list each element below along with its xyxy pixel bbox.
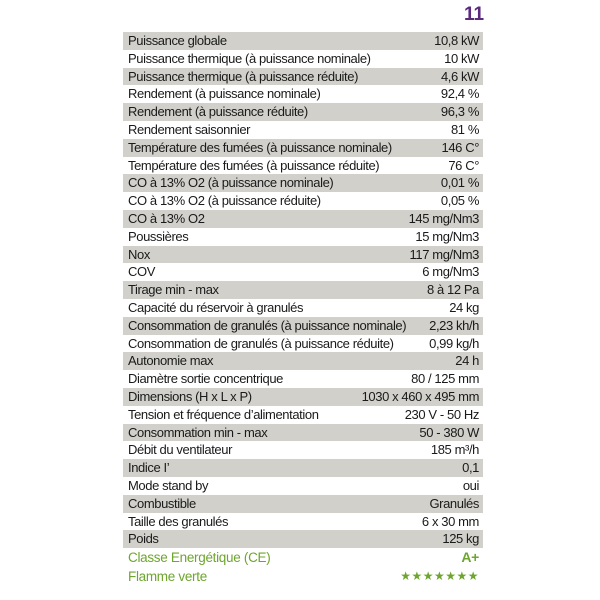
spec-row <box>123 513 483 531</box>
spec-label: Rendement saisonnier <box>128 121 251 137</box>
spec-row <box>123 85 483 103</box>
spec-row <box>123 68 483 86</box>
spec-value: 76 C° <box>448 157 479 173</box>
spec-row <box>123 246 483 264</box>
spec-row <box>123 370 483 388</box>
spec-value: 15 mg/Nm3 <box>415 228 479 244</box>
spec-row <box>123 352 483 370</box>
spec-value: 24 h <box>455 353 479 369</box>
spec-row <box>123 139 483 157</box>
spec-label: Consommation de granulés (à puissance réduite) <box>128 335 394 351</box>
spec-row <box>123 50 483 68</box>
spec-value: 145 mg/Nm3 <box>408 210 479 226</box>
energy-class-row <box>123 548 483 567</box>
spec-value: 185 m³/h <box>430 442 479 458</box>
spec-value: 80 / 125 mm <box>411 371 479 387</box>
spec-value: 6 x 30 mm <box>421 513 479 529</box>
model-number: 11 <box>463 4 485 25</box>
spec-label: Taille des granulés <box>128 513 229 529</box>
spec-label: Puissance thermique (à puissance nominale) <box>128 50 371 66</box>
spec-label: Tirage min - max <box>128 282 219 298</box>
spec-value: 4,6 kW <box>440 68 479 84</box>
spec-value: 146 C° <box>441 139 479 155</box>
energy-class-value: A+ <box>461 549 479 566</box>
spec-value: 96,3 % <box>440 104 479 120</box>
spec-label: Poussières <box>128 228 189 244</box>
spec-label: Débit du ventilateur <box>128 442 233 458</box>
spec-label: Combustible <box>128 495 196 511</box>
spec-value: 230 V - 50 Hz <box>404 406 479 422</box>
spec-row <box>123 281 483 299</box>
spec-value: 6 mg/Nm3 <box>422 264 479 280</box>
spec-label: Puissance globale <box>128 33 227 48</box>
spec-row <box>123 299 483 317</box>
spec-label: Température des fumées (à puissance réduite) <box>128 157 380 173</box>
spec-value: 24 kg <box>449 299 479 315</box>
spec-label: Nox <box>128 246 150 262</box>
spec-row <box>123 121 483 139</box>
spec-label: Rendement (à puissance réduite) <box>128 104 308 120</box>
spec-value: 10 kW <box>444 50 479 66</box>
spec-row <box>123 32 483 50</box>
energy-class-label: Classe Energétique (CE) <box>128 550 271 566</box>
spec-value: 50 - 380 W <box>419 424 479 440</box>
spec-row <box>123 174 483 192</box>
spec-label: Indice I’ <box>128 460 170 476</box>
spec-rows <box>123 32 483 548</box>
spec-value: 8 à 12 Pa <box>426 282 479 298</box>
spec-row <box>123 388 483 406</box>
spec-row <box>123 406 483 424</box>
spec-table <box>123 32 483 586</box>
spec-row <box>123 441 483 459</box>
spec-label: CO à 13% O2 (à puissance réduite) <box>128 193 321 209</box>
spec-row <box>123 477 483 495</box>
spec-label: Rendement (à puissance nominale) <box>128 86 321 102</box>
spec-value: 117 mg/Nm3 <box>409 246 479 262</box>
spec-row <box>123 210 483 228</box>
spec-value: Granulés <box>429 495 479 511</box>
spec-value: 2,23 kh/h <box>429 317 479 333</box>
spec-value: 0,99 kg/h <box>429 335 479 351</box>
spec-label: Tension et fréquence d’alimentation <box>128 406 319 422</box>
flamme-verte-stars-icon: ★★★★★★★ <box>400 569 479 584</box>
spec-row <box>123 459 483 477</box>
spec-label: Capacité du réservoir à granulés <box>128 299 304 315</box>
spec-label: Dimensions (H x L x P) <box>128 388 252 404</box>
spec-value: oui <box>462 477 479 493</box>
spec-value: 0,1 <box>462 460 479 476</box>
spec-value: 0,05 % <box>440 193 479 209</box>
spec-label: Consommation de granulés (à puissance nominale) <box>128 317 407 333</box>
spec-label: COV <box>128 264 155 280</box>
flamme-verte-label: Flamme verte <box>128 569 207 585</box>
spec-value: 10,8 kW <box>434 33 479 48</box>
spec-value: 125 kg <box>442 531 479 547</box>
spec-label: Poids <box>128 531 159 547</box>
spec-row <box>123 424 483 442</box>
spec-row <box>123 192 483 210</box>
spec-row <box>123 317 483 335</box>
spec-value: 0,01 % <box>440 175 479 191</box>
spec-label: Diamètre sortie concentrique <box>128 371 283 387</box>
spec-label: Puissance thermique (à puissance réduite) <box>128 68 359 84</box>
spec-row <box>123 157 483 175</box>
spec-row <box>123 495 483 513</box>
spec-label: CO à 13% O2 (à puissance nominale) <box>128 175 334 191</box>
spec-value: 92,4 % <box>440 86 479 102</box>
flamme-verte-row <box>123 567 483 586</box>
spec-label: CO à 13% O2 <box>128 210 205 226</box>
spec-value: 81 % <box>450 121 479 137</box>
spec-row <box>123 263 483 281</box>
spec-label: Consommation min - max <box>128 424 268 440</box>
spec-row <box>123 228 483 246</box>
spec-label: Température des fumées (à puissance nominale) <box>128 139 392 155</box>
spec-row <box>123 530 483 548</box>
spec-row <box>123 103 483 121</box>
spec-value: 1030 x 460 x 495 mm <box>361 388 479 404</box>
spec-row <box>123 335 483 353</box>
spec-label: Autonomie max <box>128 353 214 369</box>
spec-label: Mode stand by <box>128 477 209 493</box>
